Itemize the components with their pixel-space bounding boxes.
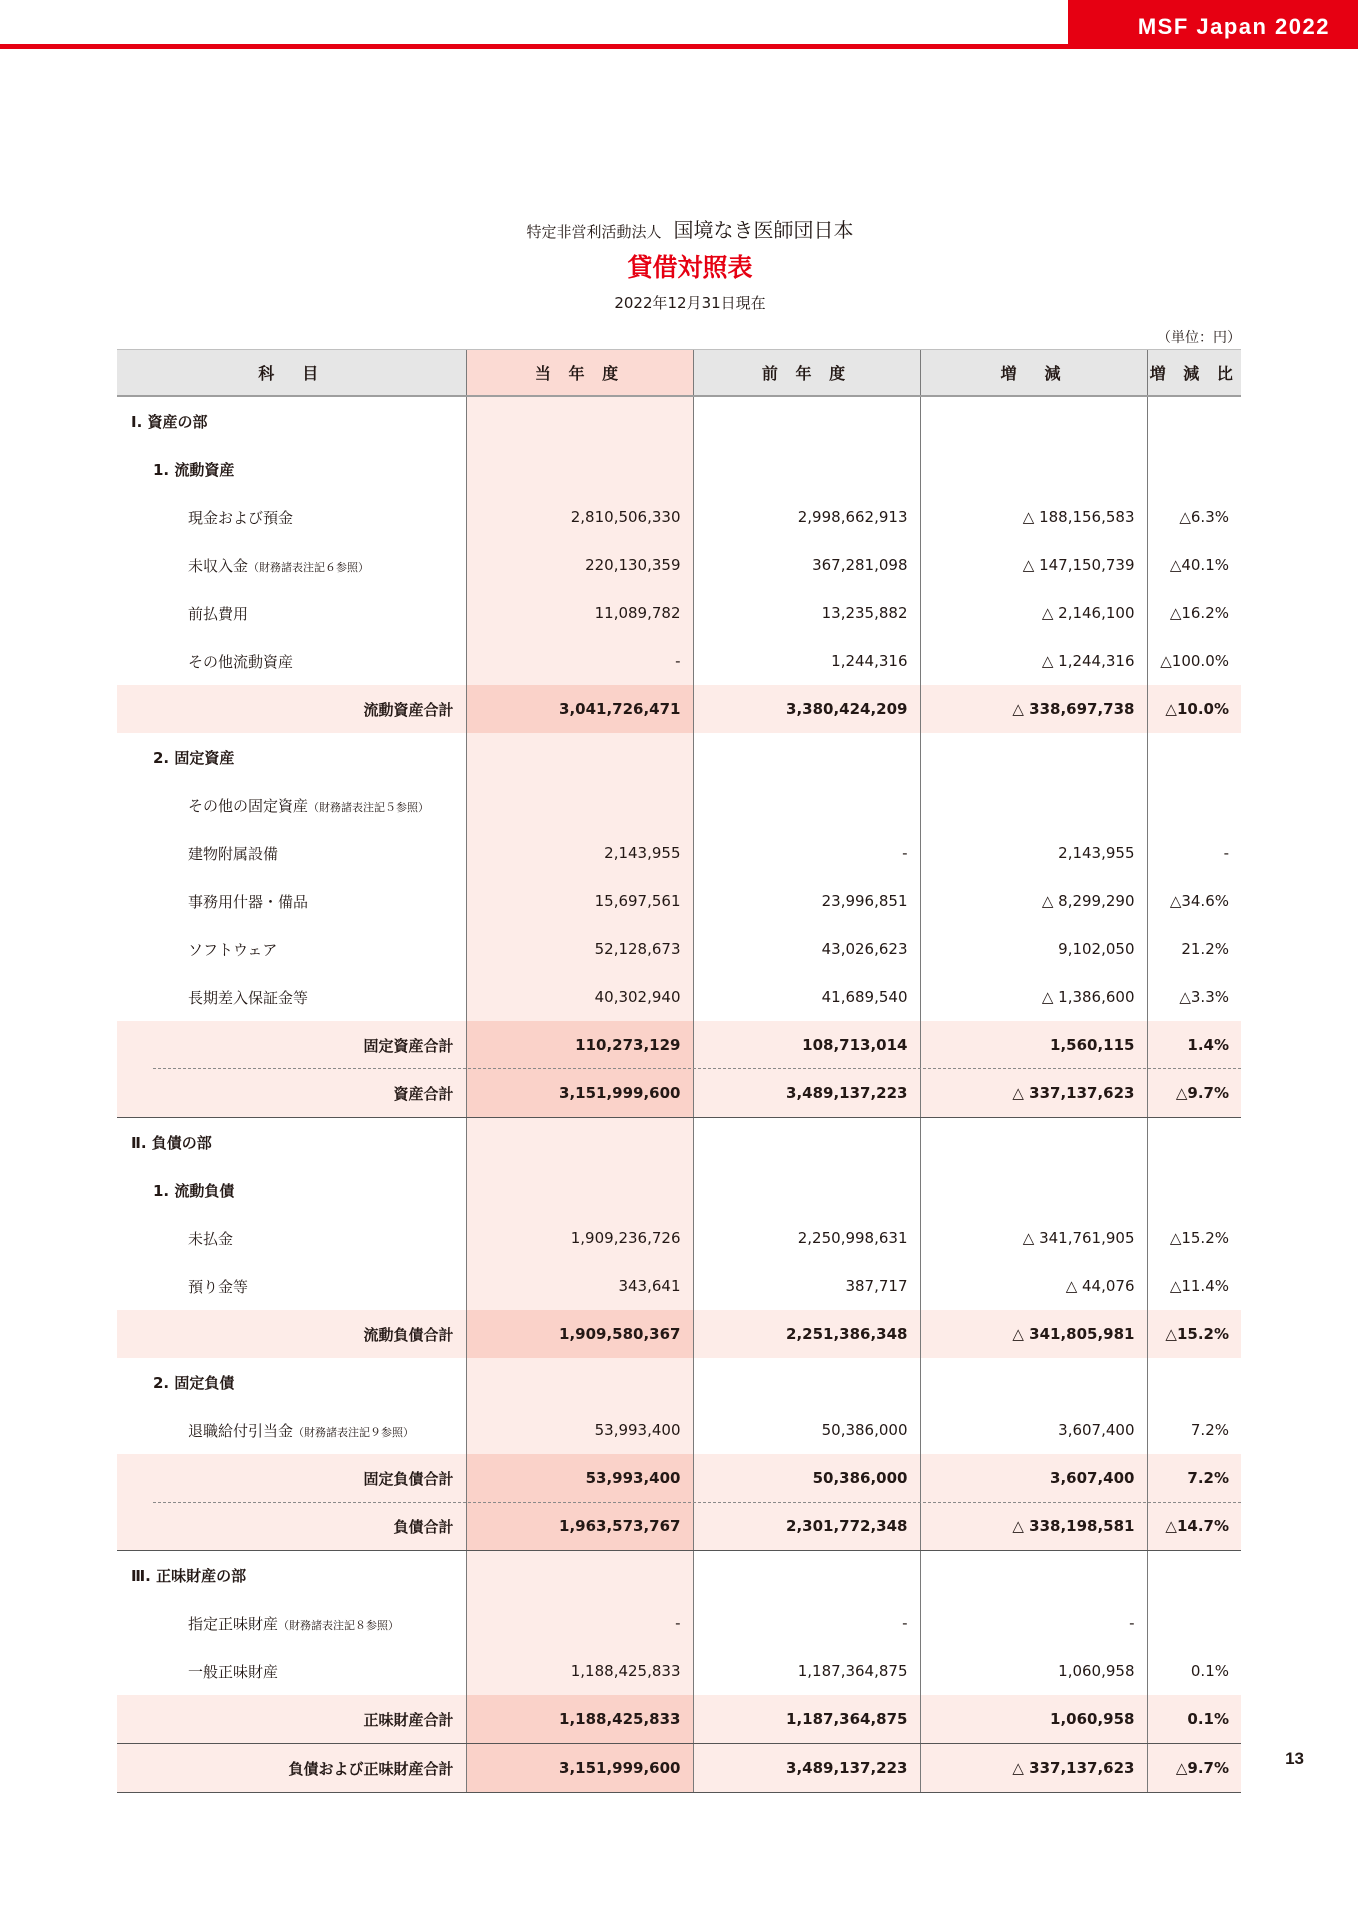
row-label: Ⅰ. 資産の部 <box>131 412 208 431</box>
dashed-divider <box>153 1068 1241 1069</box>
page-number: 13 <box>1285 1749 1304 1768</box>
header-change: 増 減 <box>920 350 1147 397</box>
previous-value: 50,386,000 <box>693 1454 920 1502</box>
previous-value: 3,380,424,209 <box>693 685 920 733</box>
organization-line <box>0 215 1358 247</box>
table-row <box>117 1262 1241 1310</box>
subtotal-row <box>117 1454 1241 1502</box>
row-note: （財務諸表注記９参照） <box>293 1425 415 1439</box>
current-value: 53,993,400 <box>466 1454 693 1502</box>
row-note: （財務諸表注記６参照） <box>248 560 370 574</box>
header-change-ratio: 増 減 比 <box>1147 350 1241 397</box>
previous-value: 2,250,998,631 <box>693 1214 920 1262</box>
table-row <box>117 925 1241 973</box>
header-red-rule <box>0 44 1068 49</box>
title-block <box>0 215 1358 315</box>
row-label: 流動負債合計 <box>117 1310 466 1358</box>
row-label: 事務用什器・備品 <box>188 892 309 911</box>
balance-sheet-table <box>117 349 1241 1793</box>
previous-value: 41,689,540 <box>693 973 920 1021</box>
current-value: 2,810,506,330 <box>466 493 693 541</box>
current-value: - <box>466 637 693 685</box>
header-item: 科 目 <box>117 350 466 397</box>
table-row <box>117 493 1241 541</box>
table-row <box>117 1599 1241 1647</box>
row-label: Ⅱ. 負債の部 <box>131 1133 212 1152</box>
previous-value: 2,998,662,913 <box>693 493 920 541</box>
previous-value: 1,244,316 <box>693 637 920 685</box>
ratio-value: △16.2% <box>1147 589 1241 637</box>
change-value: △ 147,150,739 <box>920 541 1147 589</box>
ratio-value: 0.1% <box>1147 1695 1241 1744</box>
document-title: 貸借対照表 <box>627 253 753 282</box>
table-row <box>117 877 1241 925</box>
org-name: 国境なき医師団日本 <box>673 218 854 242</box>
ratio-value: △11.4% <box>1147 1262 1241 1310</box>
row-note: （財務諸表注記５参照） <box>308 800 430 814</box>
current-value: 11,089,782 <box>466 589 693 637</box>
change-value: 2,143,955 <box>920 829 1147 877</box>
row-label: その他の固定資産 <box>188 796 309 815</box>
row-label: 前払費用 <box>188 604 249 623</box>
subtotal-row <box>117 1310 1241 1358</box>
current-value: 2,143,955 <box>466 829 693 877</box>
header-current-year: 当 年 度 <box>466 350 693 397</box>
ratio-value: △15.2% <box>1147 1214 1241 1262</box>
table-header-row <box>117 350 1241 397</box>
row-label: 1. 流動負債 <box>153 1181 235 1200</box>
row-label: 1. 流動資産 <box>153 460 235 479</box>
row-label: 負債および正味財産合計 <box>117 1744 466 1793</box>
previous-value: 50,386,000 <box>693 1406 920 1454</box>
row-label: 長期差入保証金等 <box>188 988 309 1007</box>
change-value: △ 337,137,623 <box>920 1744 1147 1793</box>
current-value: 110,273,129 <box>466 1021 693 1069</box>
brand-tab <box>1068 0 1358 49</box>
previous-value: - <box>693 829 920 877</box>
change-value: △ 338,697,738 <box>920 685 1147 733</box>
previous-value: - <box>693 1599 920 1647</box>
previous-value: 13,235,882 <box>693 589 920 637</box>
row-label: 建物附属設備 <box>188 844 279 863</box>
as-of-date: 2022年12月31日現在 <box>614 294 766 312</box>
row-note: （財務諸表注記８参照） <box>278 1618 400 1632</box>
row-label: 預り金等 <box>188 1277 249 1296</box>
change-value: - <box>920 1599 1147 1647</box>
total-row <box>117 1502 1241 1551</box>
current-value: 3,041,726,471 <box>466 685 693 733</box>
ratio-value: △9.7% <box>1147 1069 1241 1118</box>
row-label: ソフトウェア <box>188 940 278 959</box>
ratio-value: 7.2% <box>1147 1454 1241 1502</box>
unit-note: （単位：円） <box>1157 330 1241 346</box>
change-value: △ 341,761,905 <box>920 1214 1147 1262</box>
change-value: △ 2,146,100 <box>920 589 1147 637</box>
row-label: 未払金 <box>188 1229 234 1248</box>
change-value: 9,102,050 <box>920 925 1147 973</box>
current-value: 40,302,940 <box>466 973 693 1021</box>
row-label-cell <box>117 1599 466 1647</box>
table-row <box>117 829 1241 877</box>
row-label: 2. 固定負債 <box>153 1373 235 1392</box>
ratio-value: 0.1% <box>1147 1647 1241 1695</box>
ratio-value <box>1147 1599 1241 1647</box>
previous-value: 1,187,364,875 <box>693 1695 920 1744</box>
change-value: △ 341,805,981 <box>920 1310 1147 1358</box>
current-value: 53,993,400 <box>466 1406 693 1454</box>
table-row <box>117 589 1241 637</box>
current-value: 343,641 <box>466 1262 693 1310</box>
grand-total-row <box>117 1744 1241 1793</box>
previous-value: 2,251,386,348 <box>693 1310 920 1358</box>
ratio-value: 1.4% <box>1147 1021 1241 1069</box>
previous-value: 3,489,137,223 <box>693 1069 920 1118</box>
group-row <box>117 1358 1241 1406</box>
change-value: 1,060,958 <box>920 1695 1147 1744</box>
table-row <box>117 1406 1241 1454</box>
row-label: 正味財産合計 <box>117 1695 466 1744</box>
group-row <box>117 733 1241 781</box>
current-value: 220,130,359 <box>466 541 693 589</box>
group-row <box>117 1166 1241 1214</box>
row-label: 指定正味財産 <box>188 1614 279 1633</box>
subtotal-row <box>117 1021 1241 1069</box>
previous-value: 43,026,623 <box>693 925 920 973</box>
section-row <box>117 396 1241 445</box>
brand-label: MSF Japan 2022 <box>1137 13 1330 39</box>
ratio-value: △10.0% <box>1147 685 1241 733</box>
change-value: △ 337,137,623 <box>920 1069 1147 1118</box>
table-row <box>117 637 1241 685</box>
ratio-value: △100.0% <box>1147 637 1241 685</box>
table-row <box>117 781 1241 829</box>
row-label: 負債合計 <box>117 1502 466 1551</box>
group-row <box>117 445 1241 493</box>
current-value: 1,909,580,367 <box>466 1310 693 1358</box>
current-value: - <box>466 1599 693 1647</box>
header-previous-year: 前 年 度 <box>693 350 920 397</box>
row-label: 退職給付引当金 <box>188 1421 294 1440</box>
row-label: 固定資産合計 <box>117 1021 466 1069</box>
current-value: 3,151,999,600 <box>466 1744 693 1793</box>
change-value: △ 338,198,581 <box>920 1502 1147 1551</box>
dashed-divider <box>153 1502 1241 1503</box>
current-value: 15,697,561 <box>466 877 693 925</box>
change-value: 3,607,400 <box>920 1454 1147 1502</box>
row-label: Ⅲ. 正味財産の部 <box>131 1566 247 1585</box>
current-value: 1,188,425,833 <box>466 1647 693 1695</box>
change-value: △ 1,386,600 <box>920 973 1147 1021</box>
ratio-value: 21.2% <box>1147 925 1241 973</box>
subtotal-row <box>117 685 1241 733</box>
ratio-value: △6.3% <box>1147 493 1241 541</box>
previous-value: 1,187,364,875 <box>693 1647 920 1695</box>
section-row <box>117 1118 1241 1167</box>
table-row <box>117 1647 1241 1695</box>
ratio-value: △14.7% <box>1147 1502 1241 1551</box>
change-value: △ 188,156,583 <box>920 493 1147 541</box>
row-label: その他流動資産 <box>188 652 294 671</box>
ratio-value: △15.2% <box>1147 1310 1241 1358</box>
table-row <box>117 1214 1241 1262</box>
current-value: 52,128,673 <box>466 925 693 973</box>
row-label: 固定負債合計 <box>117 1454 466 1502</box>
total-row <box>117 1069 1241 1118</box>
previous-value: 108,713,014 <box>693 1021 920 1069</box>
ratio-value: △40.1% <box>1147 541 1241 589</box>
row-label-cell <box>117 1406 466 1454</box>
previous-value: 23,996,851 <box>693 877 920 925</box>
row-label: 一般正味財産 <box>188 1662 279 1681</box>
row-label: 資産合計 <box>117 1069 466 1118</box>
current-value: 1,188,425,833 <box>466 1695 693 1744</box>
ratio-value: △9.7% <box>1147 1744 1241 1793</box>
ratio-value: 7.2% <box>1147 1406 1241 1454</box>
change-value: △ 44,076 <box>920 1262 1147 1310</box>
row-label-cell <box>117 781 466 829</box>
org-type: 特定非営利活動法人 <box>526 223 662 241</box>
change-value: △ 8,299,290 <box>920 877 1147 925</box>
subtotal-row <box>117 1695 1241 1744</box>
change-value: △ 1,244,316 <box>920 637 1147 685</box>
current-value: 3,151,999,600 <box>466 1069 693 1118</box>
current-value: 1,909,236,726 <box>466 1214 693 1262</box>
row-label-cell <box>117 541 466 589</box>
current-value: 1,963,573,767 <box>466 1502 693 1551</box>
ratio-value: △3.3% <box>1147 973 1241 1021</box>
previous-value: 387,717 <box>693 1262 920 1310</box>
table-row <box>117 541 1241 589</box>
row-label: 2. 固定資産 <box>153 748 235 767</box>
previous-value: 367,281,098 <box>693 541 920 589</box>
change-value: 1,560,115 <box>920 1021 1147 1069</box>
row-label: 流動資産合計 <box>117 685 466 733</box>
previous-value: 3,489,137,223 <box>693 1744 920 1793</box>
change-value: 3,607,400 <box>920 1406 1147 1454</box>
row-label: 現金および預金 <box>188 508 294 527</box>
row-label: 未収入金 <box>188 556 249 575</box>
change-value: 1,060,958 <box>920 1647 1147 1695</box>
previous-value: 2,301,772,348 <box>693 1502 920 1551</box>
table-row <box>117 973 1241 1021</box>
ratio-value: - <box>1147 829 1241 877</box>
section-row <box>117 1551 1241 1600</box>
ratio-value: △34.6% <box>1147 877 1241 925</box>
